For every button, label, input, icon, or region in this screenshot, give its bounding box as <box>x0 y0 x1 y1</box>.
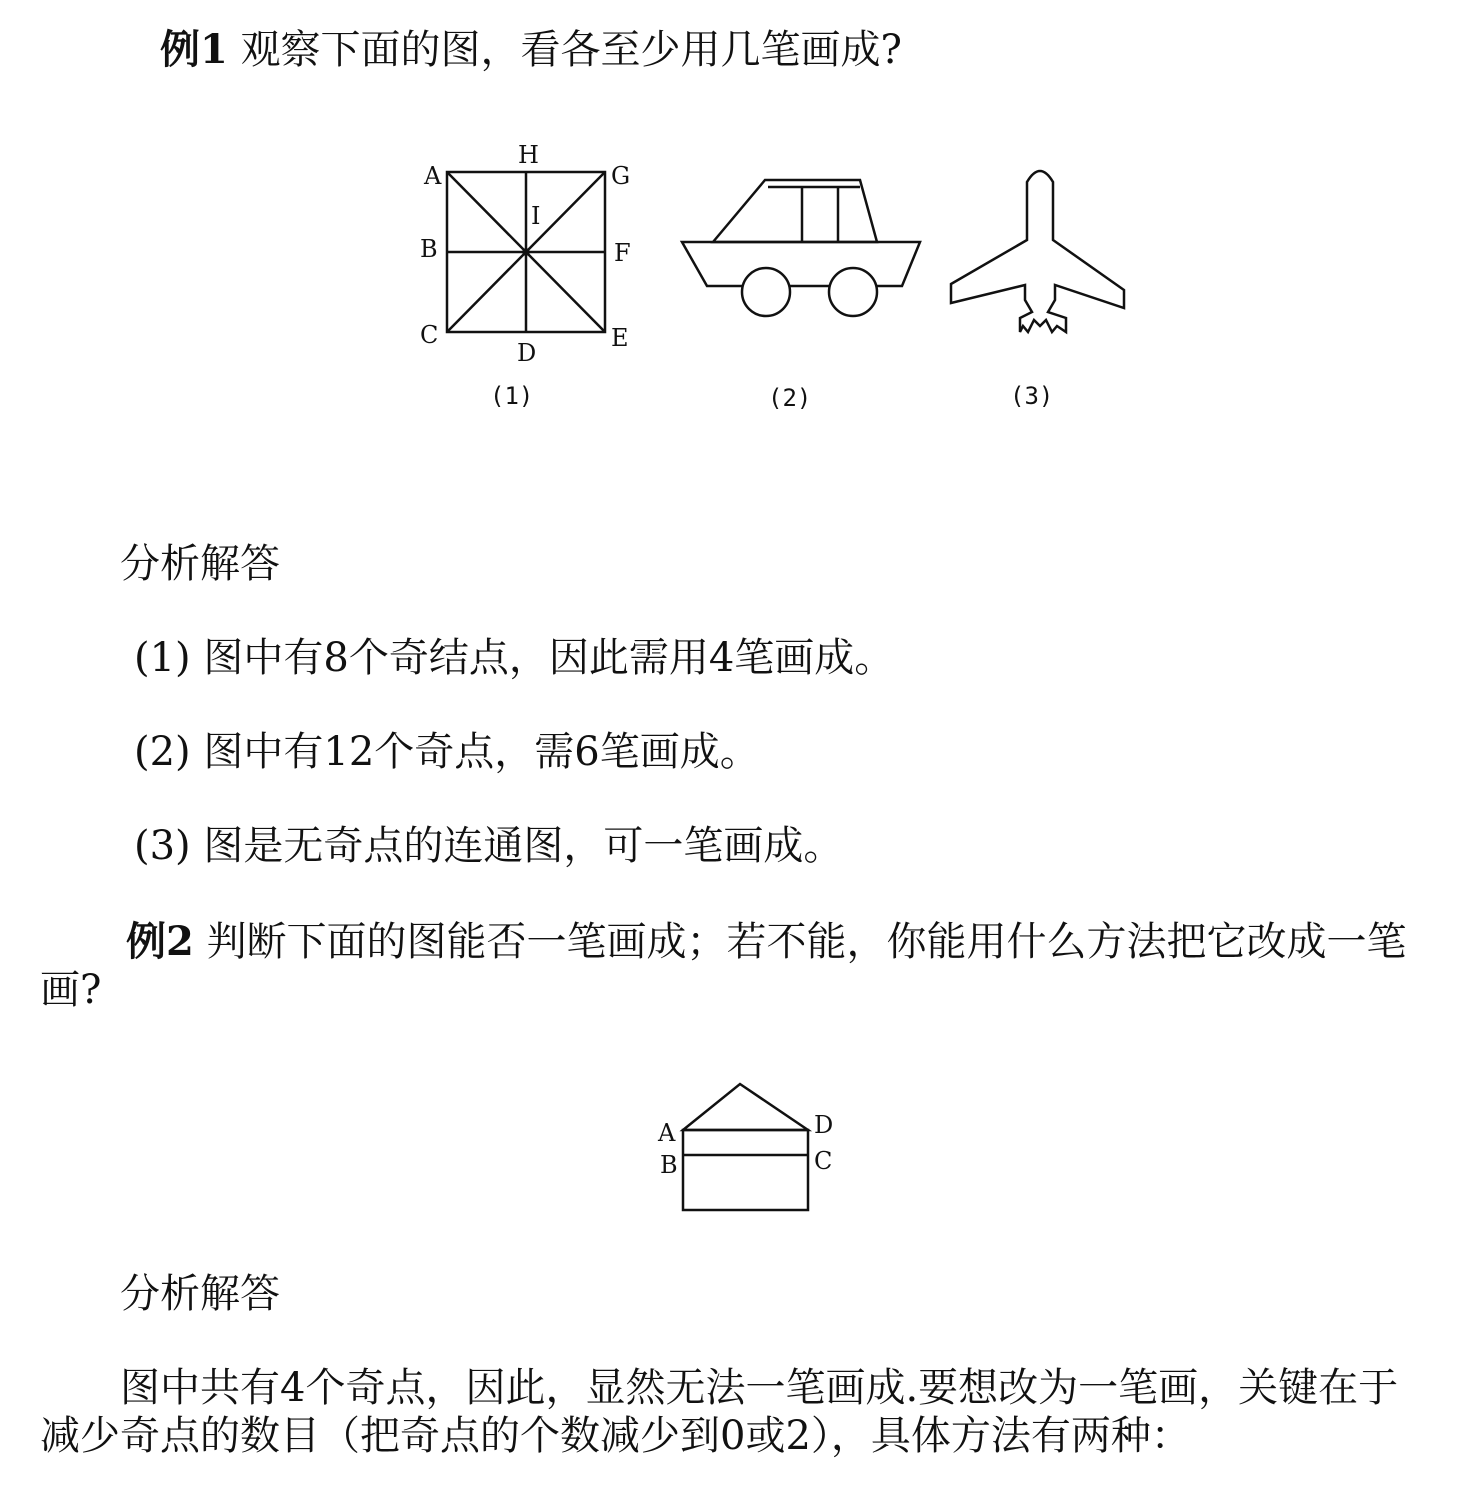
example1-question: 观察下面的图，看各至少用几笔画成? <box>240 27 903 73</box>
figure-2-wheel-left <box>742 268 790 316</box>
analysis2-heading: 分析解答 <box>120 1271 280 1317</box>
analysis1-answer-1: (1) 图中有8个奇结点，因此需用4笔画成。 <box>134 635 895 681</box>
analysis1-answer-3: (3) 图是无奇点的连通图，可一笔画成。 <box>134 823 844 869</box>
analysis1-heading: 分析解答 <box>120 541 280 587</box>
fig1-point-i: I <box>531 202 541 230</box>
figure-2-cabin <box>713 180 877 242</box>
example1-label: 例1 <box>160 26 228 73</box>
figure-3-caption: (3) <box>1010 382 1054 410</box>
fig1-point-f: F <box>614 239 631 267</box>
house-roof <box>683 1084 808 1130</box>
figure-2-caption: (2) <box>768 384 812 412</box>
example2-question-line1 <box>126 918 1407 966</box>
example1-question-line <box>160 26 902 74</box>
fig1-point-a: A <box>424 162 442 190</box>
house-point-c: C <box>814 1147 833 1175</box>
house-point-a: A <box>658 1119 676 1147</box>
fig1-point-g: G <box>611 162 631 190</box>
example2-question-line2: 画? <box>40 967 102 1013</box>
figure-1-center-dot <box>524 250 529 255</box>
house-figure-drawing <box>0 0 1 1</box>
analysis2-para-line1: 图中共有4个奇点，因此，显然无法一笔画成.要想改为一笔画，关键在于 <box>120 1365 1399 1411</box>
fig1-point-e: E <box>611 324 629 352</box>
figure-2-wheel-right <box>829 268 877 316</box>
fig1-point-c: C <box>420 321 439 349</box>
house-point-d: D <box>814 1111 834 1139</box>
example2-question-1: 判断下面的图能否一笔画成；若不能，你能用什么方法把它改成一笔 <box>206 919 1407 965</box>
analysis2-para-line2: 减少奇点的数目（把奇点的个数减少到0或2），具体方法有两种： <box>40 1413 1191 1459</box>
house-body <box>683 1130 808 1210</box>
house-point-b: B <box>660 1151 678 1179</box>
fig1-point-h: H <box>518 141 539 169</box>
analysis1-answer-2: (2) 图中有12个奇点，需6笔画成。 <box>134 729 760 775</box>
figure-3-airplane-outline <box>951 171 1124 332</box>
fig1-point-b: B <box>420 235 438 263</box>
figure-2-hull <box>682 242 920 286</box>
figure-1-caption: (1) <box>490 382 534 410</box>
example2-label: 例2 <box>126 918 194 965</box>
fig1-point-d: D <box>517 339 537 367</box>
